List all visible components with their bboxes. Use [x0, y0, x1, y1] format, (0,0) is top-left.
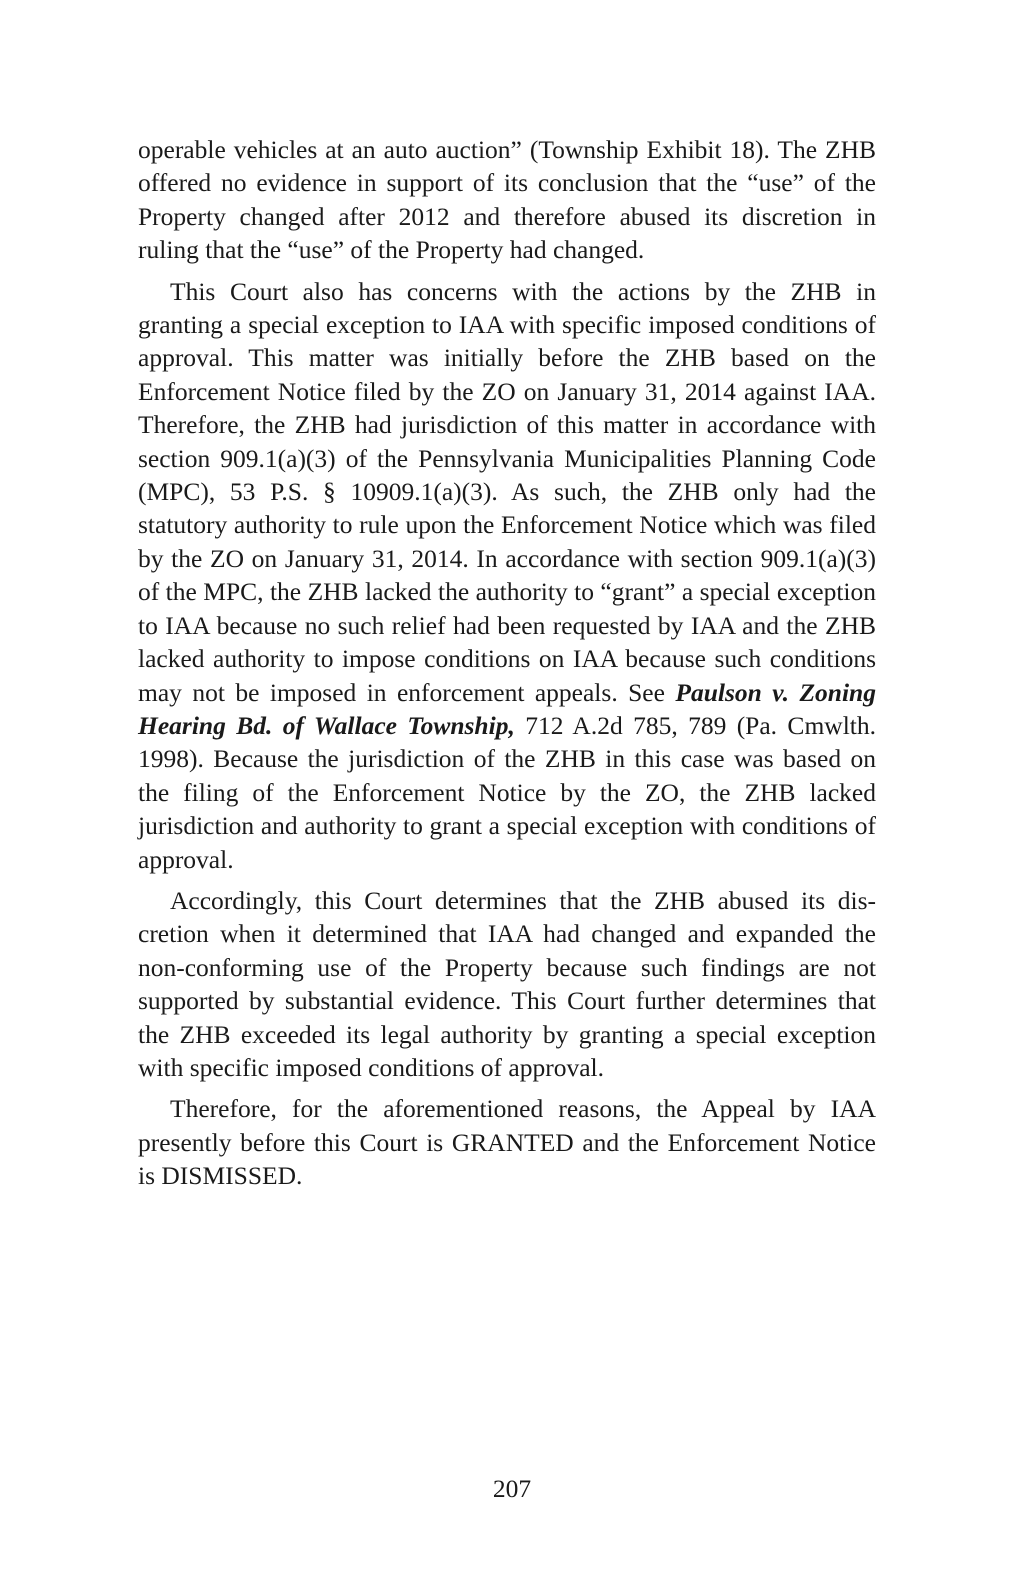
- body-text: [138, 133, 876, 1201]
- paragraph-jurisdiction-text-before: This Court also has concerns with the actions by the ZHB in granting a special exception to IAA with specific imposed conditions of approval. This matter was initially before the ZHB based on the Enforcement Notice filed by the ZO on January 31, 2014 against IAA. Therefore, the ZHB had jurisdiction of this matter in accordance with section 909.1(a)(3) of the Pennsylvania Municipalities Planning Code (MPC), 53 P.S. § 10909.1(a)(3). As such, the ZHB only had the statutory authority to rule upon the Enforcement Notice which was filed by the ZO on January 31, 2014. In accordance with section 909.1(a)(3) of the MPC, the ZHB lacked the authority to “grant” a special exception to IAA because no such relief had been requested by IAA and the ZHB lacked authority to impose conditions on IAA because such conditions may not be imposed in enforcement appeals. See: [138, 276, 876, 707]
- paragraph-conclusion: Therefore, for the aforementioned reasons, the Appeal by IAA presently before this Court is GRANTED and the Enforcement Notice is DISMISSED.: [138, 1094, 876, 1191]
- page-number: 207: [492, 1474, 532, 1503]
- paragraph-continuation: operable vehicles at an auto auction” (Township Exhibit 18). The ZHB offered no evidence in support of its conclusion that the “use” of the Property changed after 2012 and therefore abused its discretion in ruling that the “use” of the Property had changed.: [138, 135, 876, 265]
- paragraph-jurisdiction-text-after: 712 A.2d 785, 789 (Pa. Cmwlth. 1998). Because the jurisdiction of the ZHB in this case was based on the filing of the Enforcement Notice by the ZO, the ZHB lacked jurisdiction and authority to grant a special exception with conditions of approval.: [138, 710, 876, 874]
- paragraph-jurisdiction: [138, 275, 876, 876]
- case-citation-name: Paulson v. Zoning Hearing Bd. of Wallace Township,: [138, 677, 876, 740]
- paragraph-determination: Accordingly, this Court determines that the ZHB abused its discretion when it determined that IAA had changed and expanded the non-conforming use of the Property because such findings are not supported by substantial evidence. This Court further determines that the ZHB exceeded its legal authority by granting a special exception with specific imposed conditions of approval.: [138, 885, 876, 1082]
